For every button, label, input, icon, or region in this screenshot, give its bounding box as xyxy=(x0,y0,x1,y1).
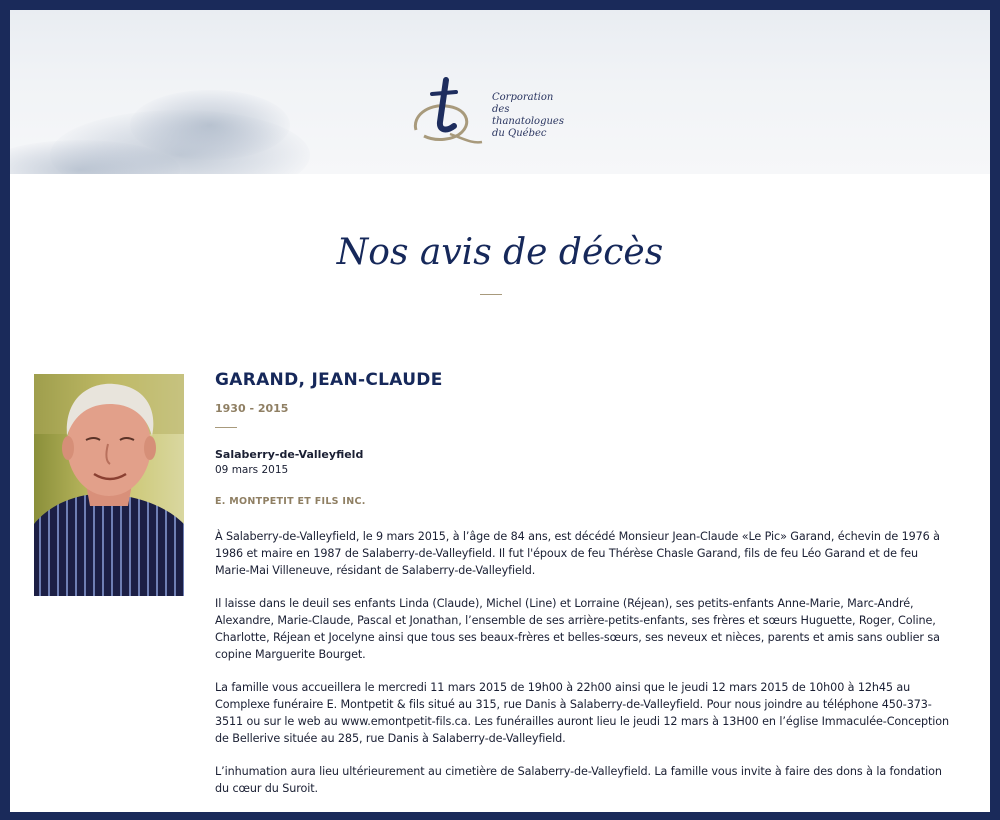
header-banner xyxy=(10,10,990,174)
logo-line-2: des thanatologues xyxy=(492,104,564,127)
obituary-paragraph: À Salaberry-de-Valleyfield, le 9 mars 2015, à l’âge de 84 ans, est décédé Monsieur Jean-Claude «Le Pic» Garand, échevin de 1976 à 1986 et maire en 1987 de Salaberry-de-Valleyfield. Il fut l'époux de feu Thérèse Chasle Garand, fils de feu Léo Garand et de feu Marie-Mai Villeneuve, résidant de Salaberry-de-Valleyfield. xyxy=(215,530,940,577)
logo-line-3: du Québec xyxy=(492,128,547,139)
site-logo[interactable] xyxy=(410,72,580,144)
obituary-text xyxy=(215,528,950,812)
obituary-paragraph: Il laisse dans le deuil ses enfants Linda (Claude), Michel (Line) et Lorraine (Réjean), ses petits-enfants Anne-Marie, Marc-André, Alexandre, Marie-Claude, Pascal et Jonathan, l’ensemble de ses arrière-petits-enfants, ses frères et sœurs Huguette, Roger, Coline, Charlotte, Réjean et Jocelyne ainsi que tous ses beaux-frères et belles-sœurs, ses neveux et nièces, parents et amis sans oublier sa copine Marguerite Bourget. xyxy=(215,597,940,661)
obituary-paragraph: La famille vous accueillera le mercredi 11 mars 2015 de 19h00 à 22h00 ainsi que le jeudi 12 mars 2015 de 10h00 à 12h45 au Complexe funéraire E. Montpetit & fils situé au 315, rue Danis à Salaberry-de-Valleyfield. Pour nous joindre au téléphone 450-373-3511 ou sur le web au www.emontpetit-fils.ca. Les funérailles auront lieu le jeudi 12 mars à 13H00 en l’église Immaculée-Conception de Bellerive située au 285, rue Danis à Salaberry-de-Valleyfield. xyxy=(215,681,950,745)
page-title: Nos avis de décès xyxy=(336,232,664,273)
years-divider xyxy=(215,427,237,428)
obituary-date: 09 mars 2015 xyxy=(215,464,289,476)
life-years: 1930 - 2015 xyxy=(215,402,289,415)
funeral-home-name[interactable]: E. MONTPETIT ET FILS INC. xyxy=(215,496,366,507)
portrait-image xyxy=(34,374,184,596)
logo-text xyxy=(492,92,580,140)
obituary-city: Salaberry-de-Valleyfield xyxy=(215,448,364,461)
obituary-details xyxy=(215,370,955,795)
deceased-photo xyxy=(34,374,184,596)
deceased-name: GARAND, JEAN-CLAUDE xyxy=(215,370,443,390)
obituary-paragraph: L’inhumation aura lieu ultérieurement au cimetière de Salaberry-de-Valleyfield. La famille vous invite à faire des dons à la fondation du cœur du Suroit. xyxy=(215,765,942,795)
title-divider xyxy=(480,294,502,295)
logo-mark-icon xyxy=(410,72,490,144)
page-frame xyxy=(10,10,990,812)
logo-line-1: Corporation xyxy=(492,92,554,103)
